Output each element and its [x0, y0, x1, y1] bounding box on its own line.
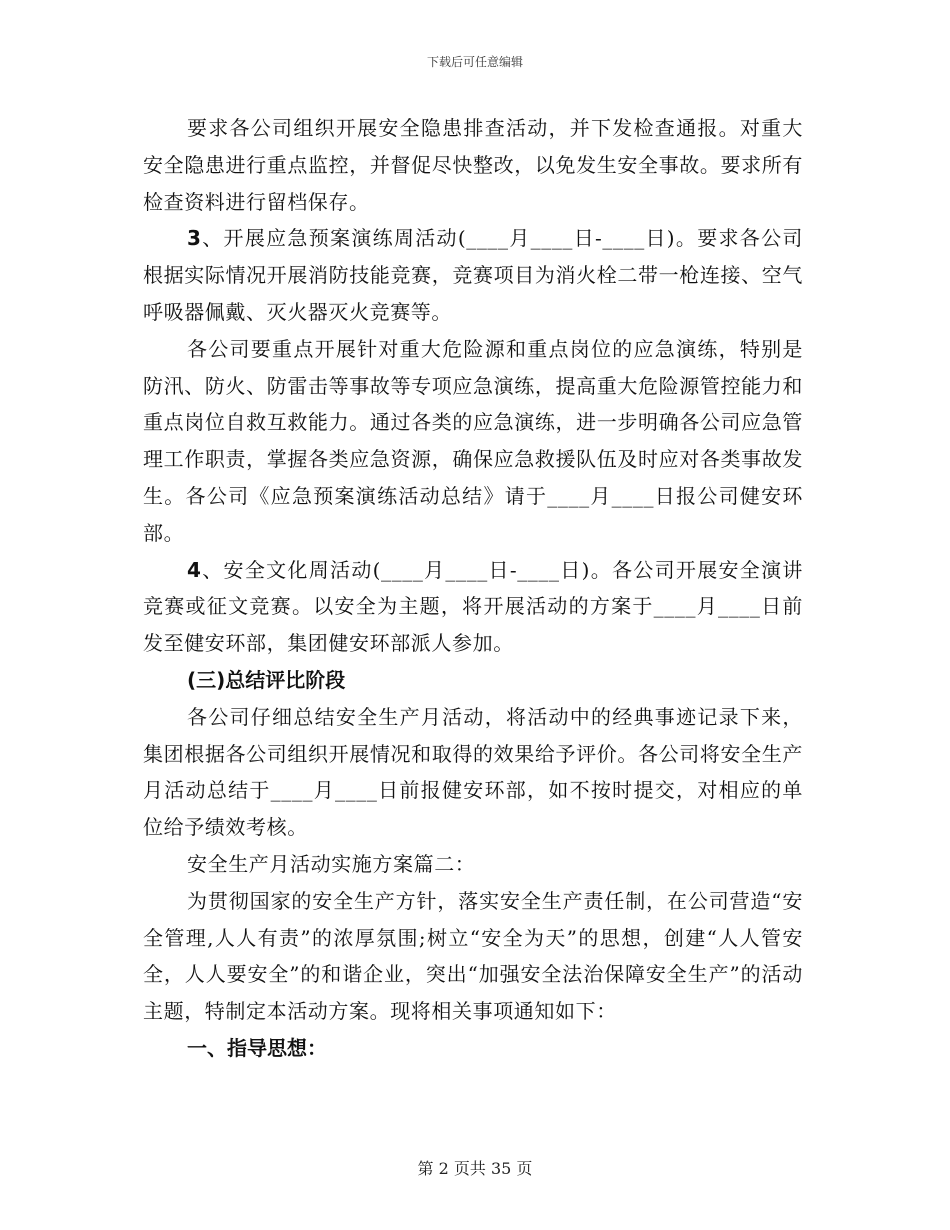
item-number-4: 4: [187, 557, 202, 582]
paragraph-plan-two-title: 安全生产月活动实施方案篇二：: [187, 851, 476, 876]
paragraph-emergency-drill-week-text: 、开展应急预案演练周活动(____月____日-____日)。要求各公司根据实际情况开展消防技能竞赛，竞赛项目为消火栓二带一枪连接、空气呼吸器佩戴、灭火器灭火竞赛等。: [143, 226, 803, 324]
paragraph-summary: 各公司仔细总结安全生产月活动，将活动中的经典事迹记录下来，集团根据各公司组织开展情况和取得的效果给予评价。各公司将安全生产月活动总结于____月____日前报健安环部，如不按时提交，对相应的单位给予绩效考核。: [143, 704, 803, 840]
paragraph-plan-two-intro: 为贯彻国家的安全生产方针，落实安全生产责任制，在公司营造“安全管理,人人有责”的浓厚氛围;树立“安全为天”的思想，创建“人人管安全，人人要安全”的和谐企业，突出“加强安全法治保障安全生产”的活动主题，特制定本活动方案。现将相关事项通知如下：: [143, 888, 803, 1024]
page-header-note: 下载后可任意编辑: [426, 55, 523, 69]
document-body: [143, 110, 803, 1067]
paragraph-inspection: 要求各公司组织开展安全隐患排查活动，并下发检查通报。对重大安全隐患进行重点监控，并督促尽快整改，以免发生安全事故。要求所有检查资料进行留档保存。: [143, 116, 803, 214]
paragraph-safety-culture-week: [143, 552, 803, 662]
section-heading-summary-stage: (三)总结评比阶段: [187, 667, 346, 692]
section-heading-guiding-thought: 一、指导思想：: [187, 1035, 327, 1060]
paragraph-emergency-drill-details: 各公司要重点开展针对重大危险源和重点岗位的应急演练，特别是防汛、防火、防雷击等事故等专项应急演练，提高重大危险源管控能力和重点岗位自救互救能力。通过各类的应急演练，进一步明确各公司应急管理工作职责，掌握各类应急资源，确保应急救援队伍及时应对各类事故发生。各公司《应急预案演练活动总结》请于____月____日报公司健安环部。: [143, 336, 803, 545]
paragraph-safety-culture-week-text: 、安全文化周活动(____月____日-____日)。各公司开展安全演讲竞赛或征文竞赛。以安全为主题，将开展活动的方案于____月____日前发至健安环部，集团健安环部派人参加。: [143, 557, 803, 656]
page-footer-number: 第 2 页共 35 页: [417, 1159, 533, 1178]
item-number-3: 3: [187, 226, 202, 251]
paragraph-emergency-drill-week: [143, 220, 803, 330]
